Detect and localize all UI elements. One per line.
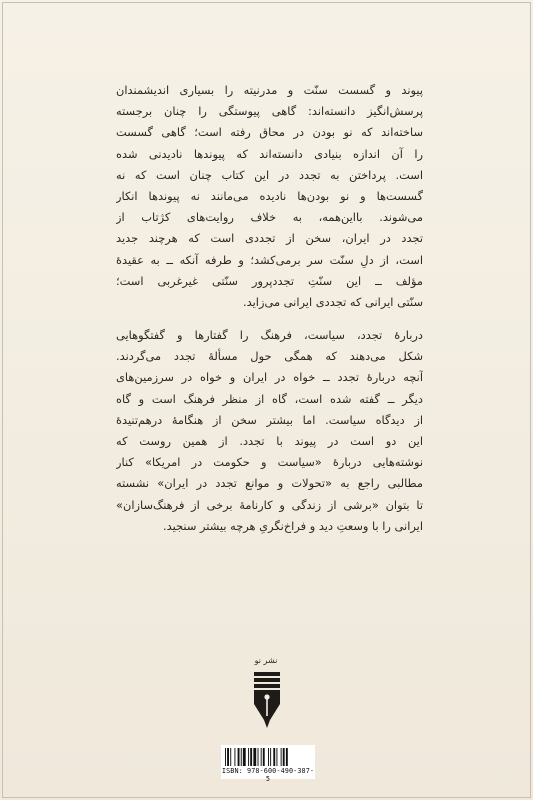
text-line: این دو است در پیوند با تجدد. از همین روست که (116, 433, 423, 448)
text-line: از دیدگاه سیاست. اما بیشتر سخن از هنگامهٔ درهم‌تنیدهٔ (116, 412, 423, 427)
text-line: پیوند و گسست سنّت و مدرنیته را بسیاری اندیشمندان (116, 83, 423, 97)
text-line: سنّتی ایرانی که تجددی ایرانی می‌زاید. (243, 294, 423, 309)
text-line: گسست‌ها و نو بودن‌ها نادیده می‌مانند نه پیوندها انکار (116, 188, 423, 203)
text-line: شکل می‌دهند که همگی حول مسألهٔ تجدد می‌گردند. (116, 349, 423, 364)
text-line: دربارهٔ تجدد، سیاست، فرهنگ را گفتارها و گفتگوهایی (116, 328, 423, 342)
text-line: مطالبی راجع به «تحولات و موانع تجدد در ایران» نشسته (116, 476, 423, 491)
text-line: ایرانی را با وسعتِ دید و فراخ‌نگریِ هرچه بیشتر سنجید. (163, 518, 423, 533)
blurb-paragraph-1 (116, 80, 423, 313)
text-line: آنچه دربارهٔ تجدد ــ خواه در ایران و خواه در سرزمین‌های (116, 370, 423, 385)
barcode-label (221, 745, 315, 783)
text-line: را آن اندازه بنیادی دانسته‌اند که پیوندها نادیدنی شده (116, 146, 423, 161)
publisher-name: نشر نو (254, 656, 278, 665)
text-line: است، از دلِ سنّت سر برمی‌کشد؛ و طرفه آنکه ــ به عقیدهٔ (116, 252, 423, 267)
text-line: دیگر ــ گفته شده است، گاه از منظر فرهنگ است و گاه (116, 391, 423, 406)
text-line: تجدد در ایران، سخن از تجددی است که هرچند جدید (116, 231, 423, 246)
isbn-number: ISBN: 978-600-490-387-5 (221, 767, 315, 783)
text-line: نوشته‌هایی دربارهٔ «سیاست و حکومت در امریکا» کنار (116, 455, 423, 470)
text-line: مؤلف ــ این سنّتِ تجددپرور سنّتی غیرغربی است؛ (116, 273, 423, 288)
blurb-paragraph-2 (116, 325, 423, 537)
barcode-icon (225, 748, 311, 766)
text-line: پرسش‌انگیز دانسته‌اند: گاهی پیوستگی را چنان برجسته (116, 104, 423, 119)
text-line: می‌شوند. بااین‌همه، به خلاف روایت‌های کژتاب از (116, 210, 423, 225)
text-line: ساخته‌اند که نو بودن در محاق رفته است؛ گاهی گسست (116, 125, 423, 140)
text-line: است. پرداختن به تجدد در این کتاب چنان است که نه (116, 167, 423, 182)
text-line: تا بتوان «برشی از زندگی و کارنامهٔ برخی از فرهنگ‌سازان» (116, 497, 423, 512)
pen-nib-logo-icon (250, 670, 284, 730)
